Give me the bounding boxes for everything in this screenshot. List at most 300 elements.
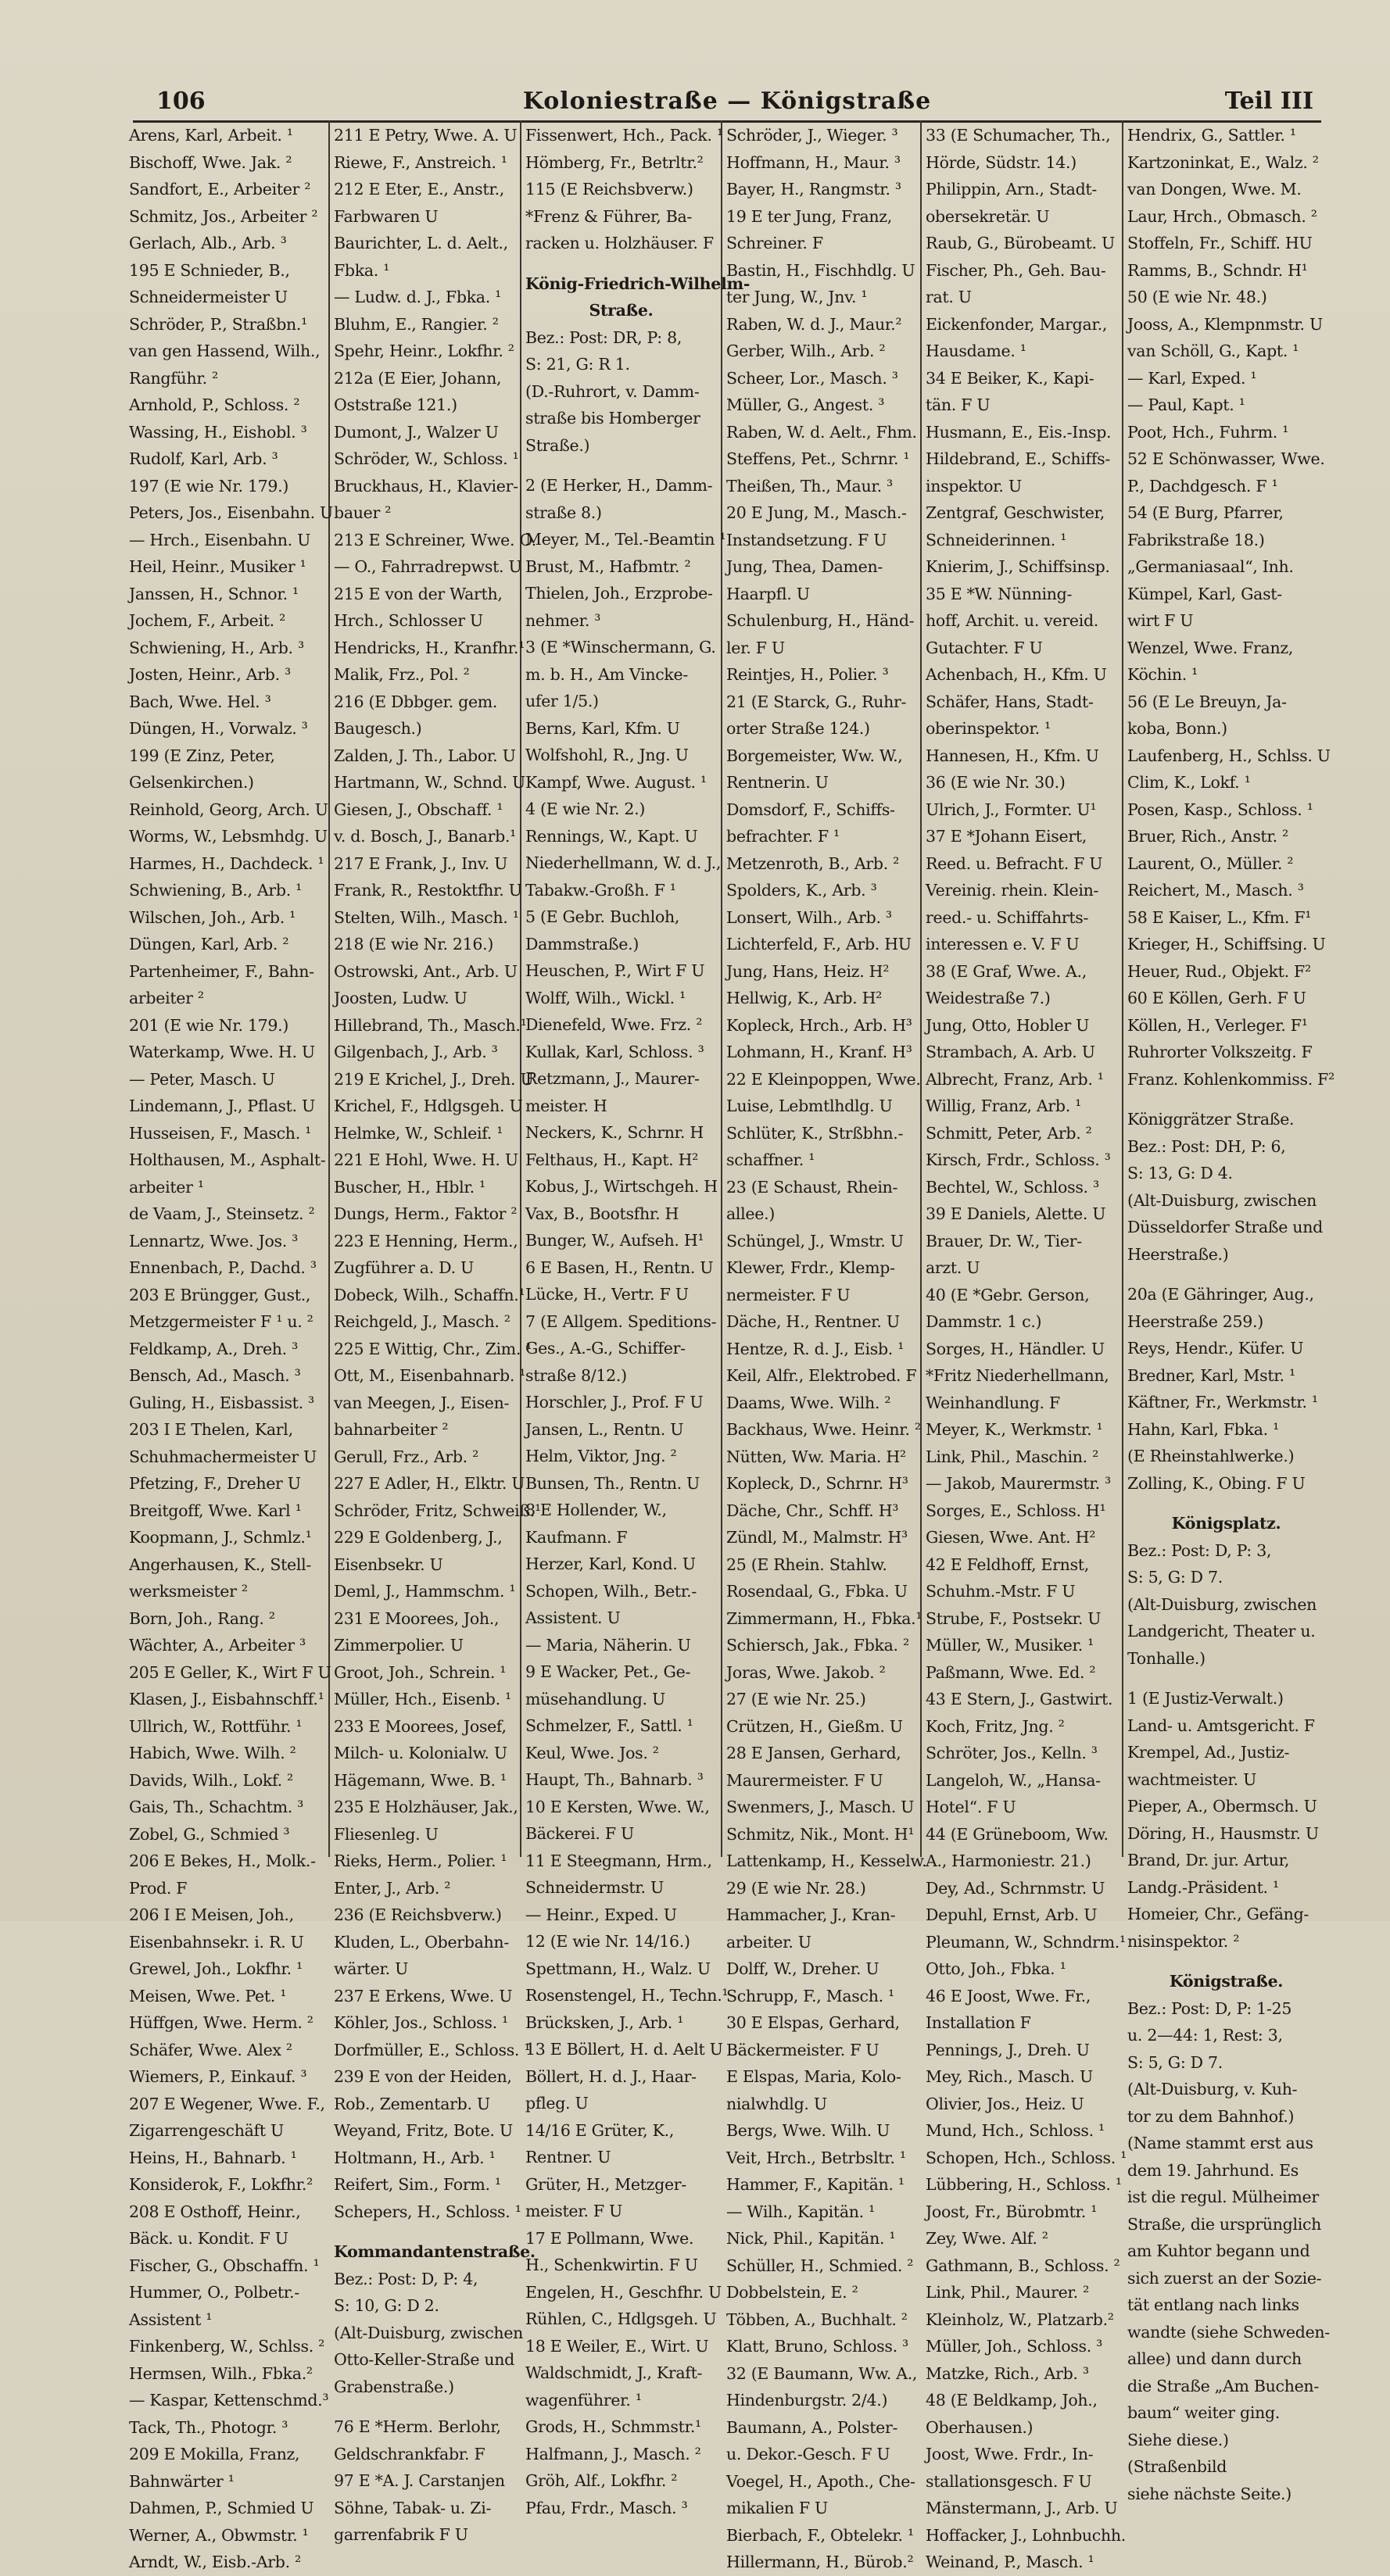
entry-line: Keul, Wwe. Jos. ² bbox=[525, 1743, 659, 1762]
entry-line: Angerhausen, K., Stell- bbox=[129, 1555, 311, 1574]
entry-line: Lindemann, J., Pflast. U bbox=[129, 1097, 315, 1115]
entry-line: Schmitz, Nik., Mont. H¹ bbox=[726, 1824, 915, 1844]
entry-line: Schulenburg, H., Händ- bbox=[726, 611, 915, 630]
entry-line: Sorges, H., Händler. U bbox=[926, 1339, 1105, 1358]
entry-line: Schneiderinnen. ¹ bbox=[926, 530, 1067, 549]
entry-line: Zentgraf, Geschwister, bbox=[926, 503, 1105, 522]
entry-line: Bäck. u. Kondit. F U bbox=[129, 2229, 288, 2248]
entry-line: Wassing, H., Eishobl. ³ bbox=[129, 422, 307, 442]
entry-line: van Meegen, J., Eisen- bbox=[334, 1393, 510, 1412]
entry-line: Metzgermeister F ¹ u. ² bbox=[129, 1312, 313, 1331]
entry-line: — Karl, Exped. ¹ bbox=[1127, 368, 1257, 388]
entry-line: obersekretär. U bbox=[926, 206, 1050, 226]
entry-line: Olivier, Jos., Heiz. U bbox=[926, 2094, 1084, 2113]
entry-line: Brust, M., Hafbmtr. ² bbox=[525, 556, 691, 576]
entry-line: Müller, W., Musiker. ¹ bbox=[926, 1636, 1094, 1655]
entry-line: Berns, Karl, Kfm. U bbox=[525, 718, 680, 738]
entry-line: Bez.: Post: DH, P: 6, bbox=[1127, 1136, 1286, 1156]
entry-line: Groot, Joh., Schrein. ¹ bbox=[334, 1662, 507, 1682]
entry-line: Schröder, J., Wieger. ³ bbox=[726, 126, 898, 145]
entry-line: Bahnwärter ¹ bbox=[129, 2471, 235, 2491]
entry-line: Hahn, Karl, Fbka. ¹ bbox=[1127, 1419, 1280, 1439]
entry-line: Kartzoninkat, E., Walz. ² bbox=[1127, 152, 1319, 172]
entry-line: 23 (E Schaust, Rhein- bbox=[726, 1177, 898, 1197]
entry-line: Bunsen, Th., Rentn. U bbox=[525, 1473, 700, 1493]
entry-line: König-Friedrich-Wilhelm- bbox=[525, 274, 751, 293]
entry-line bbox=[1127, 1672, 1325, 1685]
entry-line: Installation F bbox=[926, 2013, 1031, 2032]
entry-line: 9 E Wacker, Pet., Ge- bbox=[525, 1662, 691, 1681]
entry-line: 231 E Moorees, Joh., bbox=[334, 1608, 500, 1628]
entry-line: Ruhrorter Volkszeitg. F bbox=[1127, 1043, 1313, 1061]
entry-line: Jochem, F., Arbeit. ² bbox=[129, 611, 286, 630]
entry-line: Buscher, H., Hblr. ¹ bbox=[334, 1177, 485, 1197]
entry-line: 52 E Schönwasser, Wwe. bbox=[1127, 449, 1325, 468]
entry-line: Holthausen, M., Asphalt- bbox=[129, 1150, 326, 1169]
entry-line: Kleinholz, W., Platzarb.² bbox=[926, 2309, 1114, 2329]
entry-line: Landgericht, Theater u. bbox=[1127, 1622, 1316, 1640]
entry-line: Domsdorf, F., Schiffs- bbox=[726, 800, 895, 819]
entry-line: bauer ² bbox=[334, 503, 392, 522]
entry-line: Milch- u. Kolonialw. U bbox=[334, 1744, 507, 1762]
entry-line: — Jakob, Maurermstr. ³ bbox=[926, 1474, 1111, 1493]
entry-line: 27 (E wie Nr. 25.) bbox=[726, 1690, 866, 1708]
entry-line: Rangführ. ² bbox=[129, 368, 218, 388]
entry-line: Raben, W. d. J., Maur.² bbox=[726, 314, 902, 334]
entry-line: Wächter, A., Arbeiter ³ bbox=[129, 1636, 306, 1655]
entry-line: Straße. bbox=[589, 301, 654, 320]
entry-line: Wiemers, P., Einkauf. ³ bbox=[129, 2067, 307, 2086]
entry-line: Spettmann, H., Walz. U bbox=[525, 1959, 711, 1978]
entry-line: Pfetzing, F., Dreher U bbox=[129, 1474, 301, 1493]
entry-line: Meyer, K., Werkmstr. ¹ bbox=[926, 1420, 1103, 1439]
entry-line: (Alt-Duisburg, zwischen bbox=[334, 2323, 524, 2342]
entry-line: Ullrich, W., Rottführ. ¹ bbox=[129, 1716, 303, 1736]
entry-line: 22 E Kleinpoppen, Wwe. bbox=[726, 1069, 921, 1089]
entry-line: Halfmann, J., Masch. ² bbox=[525, 2444, 701, 2463]
entry-line: Zolling, K., Obing. F U bbox=[1127, 1473, 1306, 1493]
entry-line: Kommandantenstraße. bbox=[334, 2242, 536, 2261]
entry-line: Albrecht, Franz, Arb. ¹ bbox=[926, 1069, 1104, 1089]
entry-line: Land- u. Amtsgericht. F bbox=[1127, 1716, 1315, 1735]
entry-line: Baugesch.) bbox=[334, 719, 422, 738]
entry-line: 207 E Wegener, Wwe. F., bbox=[129, 2094, 325, 2113]
entry-line: müsehandlung. U bbox=[525, 1689, 665, 1708]
entry-line: Bäckermeister. F U bbox=[726, 2040, 879, 2059]
entry-line: Kümpel, Karl, Gast- bbox=[1127, 584, 1282, 603]
entry-line: ter Jung, W., Jnv. ¹ bbox=[726, 288, 868, 306]
entry-line: Oststraße 121.) bbox=[334, 395, 457, 414]
entry-line: 33 (E Schumacher, Th., bbox=[926, 126, 1111, 145]
entry-line: *Fritz Niederhellmann, bbox=[926, 1366, 1109, 1385]
entry-line: Hüffgen, Wwe. Herm. ² bbox=[129, 2013, 313, 2032]
entry-line: Farbwaren U bbox=[334, 206, 439, 226]
entry-line: Fliesenleg. U bbox=[334, 1824, 439, 1844]
entry-line: Spehr, Heinr., Lokfhr. ² bbox=[334, 342, 514, 360]
entry-line: Hannesen, H., Kfm. U bbox=[926, 746, 1099, 765]
entry-line bbox=[525, 257, 717, 270]
entry-line: ist die regul. Mülheimer bbox=[1127, 2188, 1319, 2206]
entry-line: Ges., A.-G., Schiffer- bbox=[525, 1339, 686, 1358]
entry-line: Hömberg, Fr., Betrltr.² bbox=[525, 152, 704, 172]
entry-line: racken u. Holzhäuser. F bbox=[525, 234, 714, 252]
entry-line: Fbka. ¹ bbox=[334, 260, 390, 280]
entry-line: 225 E Wittig, Chr., Zim. ¹ bbox=[334, 1339, 532, 1358]
entry-line: — Peter, Masch. U bbox=[129, 1069, 275, 1089]
entry-line: Rennings, W., Kapt. U bbox=[525, 826, 698, 846]
entry-line: Theißen, Th., Maur. ³ bbox=[726, 476, 893, 496]
entry-line: Rentnerin. U bbox=[726, 773, 829, 792]
entry-line: Weidestraße 7.) bbox=[926, 989, 1051, 1007]
entry-line: Schmelzer, F., Sattl. ¹ bbox=[525, 1716, 693, 1735]
entry-line: ufer 1/5.) bbox=[525, 692, 599, 710]
entry-line: Weyand, Fritz, Bote. U bbox=[334, 2121, 513, 2140]
entry-line: Kopleck, Hrch., Arb. H³ bbox=[726, 1015, 912, 1035]
entry-line: 227 E Adler, H., Elktr. U bbox=[334, 1474, 525, 1493]
entry-line: 48 (E Beldkamp, Joh., bbox=[926, 2391, 1098, 2410]
entry-line: Hentze, R. d. J., Eisb. ¹ bbox=[726, 1339, 905, 1358]
entry-line: Schröder, P., Straßbn.¹ bbox=[129, 314, 308, 334]
entry-line: Pleumann, W., Schndrm.¹ bbox=[926, 1932, 1126, 1952]
entry-line: Hillebrand, Th., Masch.¹ bbox=[334, 1015, 527, 1035]
entry-line: van Dongen, Wwe. M. bbox=[1127, 180, 1302, 199]
entry-line: Eisenbsekr. U bbox=[334, 1555, 443, 1574]
entry-line: 4 (E wie Nr. 2.) bbox=[525, 800, 646, 818]
entry-line: Niederhellmann, W. d. J., bbox=[525, 853, 722, 872]
entry-line: Baumann, A., Polster- bbox=[726, 2417, 898, 2437]
entry-line: Schmitz, Jos., Arbeiter ² bbox=[129, 206, 318, 226]
entry-line: Däche, Chr., Schff. H³ bbox=[726, 1501, 899, 1520]
entry-line: Pieper, A., Obermsch. U bbox=[1127, 1797, 1317, 1816]
entry-line: — Ludw. d. J., Fbka. ¹ bbox=[334, 288, 502, 306]
column-1 bbox=[125, 120, 333, 2571]
entry-line: Siehe diese.) bbox=[1127, 2430, 1229, 2449]
entry-line: Oberhausen.) bbox=[926, 2417, 1034, 2437]
entry-line: 54 (E Burg, Pfarrer, bbox=[1127, 503, 1284, 522]
entry-line: Otto-Keller-Straße und bbox=[334, 2350, 514, 2369]
entry-line: Giesen, Wwe. Ant. H² bbox=[926, 1528, 1096, 1547]
entry-line: Reinhold, Georg, Arch. U bbox=[129, 800, 328, 819]
entry-line: Reichert, M., Masch. ³ bbox=[1127, 881, 1304, 900]
entry-line: Baurichter, L. d. Aelt., bbox=[334, 234, 508, 252]
entry-line: E Elspas, Maria, Kolo- bbox=[726, 2067, 901, 2086]
entry-line: H., Schenkwirtin. F U bbox=[525, 2256, 698, 2274]
entry-line: Voegel, H., Apoth., Che- bbox=[726, 2471, 915, 2491]
entry-line: arbeiter ² bbox=[129, 989, 204, 1007]
entry-line: Dobbelstein, E. ² bbox=[726, 2283, 858, 2302]
entry-line: Dungs, Herm., Faktor ² bbox=[334, 1204, 518, 1223]
entry-line: Gutachter. F U bbox=[926, 638, 1043, 657]
entry-line: — O., Fahrradrepwst. U bbox=[334, 557, 522, 576]
entry-line: 35 E *W. Nünning- bbox=[926, 584, 1073, 603]
entry-line: arbeiter ¹ bbox=[129, 1177, 204, 1197]
entry-line: Borgemeister, Ww. W., bbox=[726, 746, 903, 765]
entry-line: Lichterfeld, F., Arb. HU bbox=[726, 935, 912, 953]
entry-line: Bruer, Rich., Anstr. ² bbox=[1127, 827, 1288, 846]
entry-line: Knierim, J., Schiffsinsp. bbox=[926, 557, 1110, 576]
entry-line: Crützen, H., Gießm. U bbox=[726, 1716, 903, 1736]
entry-line: Werner, A., Obwmstr. ¹ bbox=[129, 2525, 309, 2545]
entry-line: Metzenroth, B., Arb. ² bbox=[726, 853, 900, 873]
entry-line: Riewe, F., Anstreich. ¹ bbox=[334, 152, 507, 172]
entry-line: Klatt, Bruno, Schloss. ³ bbox=[726, 2337, 908, 2356]
entry-line: stallationsgesch. F U bbox=[926, 2471, 1092, 2491]
entry-line: Arens, Karl, Arbeit. ¹ bbox=[129, 126, 293, 145]
entry-line: Thielen, Joh., Erzprobe- bbox=[525, 584, 713, 603]
entry-line: 40 (E *Gebr. Gerson, bbox=[926, 1285, 1090, 1304]
entry-line: Hendricks, H., Kranfhr.¹ bbox=[334, 638, 525, 657]
entry-line: Hägemann, Wwe. B. ¹ bbox=[334, 1770, 507, 1790]
entry-line: Arndt, W., Eisb.-Arb. ² bbox=[129, 2553, 301, 2571]
entry-line: Rob., Zementarb. U bbox=[334, 2094, 490, 2113]
entry-line: wachtmeister. U bbox=[1127, 1769, 1257, 1789]
entry-line: straße 8/12.) bbox=[525, 1365, 627, 1385]
entry-line: Strambach, A. Arb. U bbox=[926, 1043, 1095, 1061]
entry-line: Langeloh, W., „Hansa- bbox=[926, 1770, 1101, 1790]
entry-line: Holtmann, H., Arb. ¹ bbox=[334, 2148, 496, 2167]
entry-line: Bez.: Post: D, P: 4, bbox=[334, 2269, 478, 2288]
entry-line: 236 (E Reichsbverw.) bbox=[334, 1905, 502, 1924]
entry-line: 239 E von der Heiden, bbox=[334, 2067, 512, 2086]
entry-line: Kobus, J., Wirtschgeh. H bbox=[525, 1177, 718, 1196]
entry-line: Däche, H., Rentner. U bbox=[726, 1312, 900, 1331]
entry-line: Prod. F bbox=[129, 1878, 188, 1898]
entry-line: 42 E Feldhoff, Ernst, bbox=[926, 1555, 1089, 1574]
entry-line: Bez.: Post: DR, P: 8, bbox=[525, 327, 682, 347]
entry-line: Ennenbach, P., Dachd. ³ bbox=[129, 1258, 317, 1277]
entry-line: wärter. U bbox=[334, 1959, 409, 1978]
entry-line: — Hrch., Eisenbahn. U bbox=[129, 530, 311, 549]
entry-line: Bunger, W., Aufseh. H¹ bbox=[525, 1231, 704, 1250]
entry-line: Pennings, J., Dreh. U bbox=[926, 2040, 1090, 2059]
entry-line: Posen, Kasp., Schloss. ¹ bbox=[1127, 800, 1313, 819]
entry-line: Jung, Thea, Damen- bbox=[726, 557, 883, 576]
entry-line: Rosendaal, G., Fbka. U bbox=[726, 1582, 908, 1601]
entry-line: Mey, Rich., Masch. U bbox=[926, 2067, 1093, 2086]
entry-line: 206 I E Meisen, Joh., bbox=[129, 1905, 294, 1924]
entry-line: Schneidermstr. U bbox=[525, 1878, 664, 1897]
entry-line: 39 E Daniels, Alette. U bbox=[926, 1204, 1106, 1223]
entry-line: Dorfmüller, E., Schloss. ¹ bbox=[334, 2040, 531, 2059]
entry-line: Schäfer, Hans, Stadt- bbox=[926, 692, 1094, 711]
entry-line: Tack, Th., Photogr. ³ bbox=[129, 2417, 288, 2437]
entry-line: Köllen, H., Verleger. F¹ bbox=[1127, 1015, 1308, 1035]
entry-line bbox=[1127, 1093, 1325, 1106]
entry-line: Backhaus, Wwe. Heinr. ² bbox=[726, 1420, 921, 1439]
entry-line: Gais, Th., Schachtm. ³ bbox=[129, 1798, 304, 1816]
entry-line: Eisenbahnsekr. i. R. U bbox=[129, 1932, 304, 1952]
entry-line: Meisen, Wwe. Pet. ¹ bbox=[129, 1986, 287, 2005]
entry-line: arbeiter. U bbox=[726, 1932, 811, 1952]
entry-line: Schuhmachermeister U bbox=[129, 1447, 317, 1466]
entry-line: Pfau, Frdr., Masch. ³ bbox=[525, 2498, 688, 2517]
entry-line: Reichgeld, J., Masch. ² bbox=[334, 1312, 511, 1331]
entry-line: Rühlen, C., Hdlgsgeh. U bbox=[525, 2309, 717, 2328]
entry-line: Harmes, H., Dachdeck. ¹ bbox=[129, 853, 324, 873]
entry-line: Joost, Wwe. Frdr., In- bbox=[926, 2445, 1094, 2463]
entry-line: Koopmann, J., Schmlz.¹ bbox=[129, 1528, 312, 1547]
entry-line: Janssen, H., Schnor. ¹ bbox=[129, 584, 299, 603]
entry-line: 2 (E Herker, H., Damm- bbox=[525, 476, 713, 495]
entry-line: Müller, Joh., Schloss. ³ bbox=[926, 2337, 1103, 2356]
entry-line: 237 E Erkens, Wwe. U bbox=[334, 1986, 513, 2005]
entry-line: Feldkamp, A., Dreh. ³ bbox=[129, 1339, 299, 1358]
entry-line: Herzer, Karl, Kond. U bbox=[525, 1555, 696, 1573]
entry-line: Schneidermeister U bbox=[129, 288, 288, 306]
entry-line: 205 E Geller, K., Wirt F U bbox=[129, 1662, 331, 1682]
entry-line: Dolff, W., Dreher. U bbox=[726, 1959, 879, 1978]
entry-line: — Paul, Kapt. ¹ bbox=[1127, 395, 1245, 414]
entry-line: van gen Hassend, Wilh., bbox=[129, 342, 321, 360]
entry-line: Müller, Hch., Eisenb. ¹ bbox=[334, 1690, 511, 1708]
entry-line: Kaufmann. F bbox=[525, 1527, 628, 1547]
entry-line: Laufenberg, H., Schlss. U bbox=[1127, 746, 1331, 765]
entry-line: Lohmann, H., Kranf. H³ bbox=[726, 1043, 912, 1061]
entry-line: Zugführer a. D. U bbox=[334, 1258, 474, 1277]
entry-line: Link, Phil., Maschin. ² bbox=[926, 1447, 1099, 1466]
entry-line: Gilgenbach, J., Arb. ³ bbox=[334, 1043, 498, 1061]
entry-line: Joosten, Ludw. U bbox=[334, 989, 468, 1007]
entry-line: 44 (E Grüneboom, Ww. bbox=[926, 1824, 1109, 1844]
entry-line: Spolders, K., Arb. ³ bbox=[726, 881, 877, 900]
entry-line: koba, Bonn.) bbox=[1127, 719, 1227, 738]
entry-line: Schlüter, K., Strßbhn.- bbox=[726, 1123, 904, 1143]
entry-line: Schüngel, J., Wmstr. U bbox=[726, 1231, 904, 1250]
entry-line: Lennartz, Wwe. Jos. ³ bbox=[129, 1231, 299, 1250]
entry-line: arzt. U bbox=[926, 1258, 980, 1277]
entry-line: Depuhl, Ernst, Arb. U bbox=[926, 1905, 1098, 1924]
entry-line: Hammer, F., Kapitän. ¹ bbox=[726, 2175, 905, 2194]
entry-line: Ostrowski, Ant., Arb. U bbox=[334, 961, 518, 981]
entry-line: straße 8.) bbox=[525, 503, 602, 522]
entry-line: Helmke, W., Schleif. ¹ bbox=[334, 1123, 503, 1143]
entry-line: Waterkamp, Wwe. H. U bbox=[129, 1043, 315, 1061]
entry-line: Schröder, Fritz, Schweiß.¹ bbox=[334, 1501, 541, 1520]
entry-line: Luise, Lebmtlhdlg. U bbox=[726, 1097, 893, 1115]
entry-line: Fissenwert, Hch., Pack. ¹ bbox=[525, 126, 723, 145]
entry-line: Lonsert, Wilh., Arb. ³ bbox=[726, 907, 892, 927]
entry-line: 17 E Pollmann, Wwe. bbox=[525, 2228, 694, 2248]
entry-line: 34 E Beiker, K., Kapi- bbox=[926, 368, 1094, 388]
entry-line: Strube, F., Postsekr. U bbox=[926, 1608, 1102, 1628]
entry-line: Link, Phil., Maurer. ² bbox=[926, 2283, 1090, 2302]
entry-line: 46 E Joost, Wwe. Fr., bbox=[926, 1986, 1091, 2005]
entry-line: Ramms, B., Schndr. H¹ bbox=[1127, 260, 1308, 280]
entry-line: 3 (E *Winschermann, G. bbox=[525, 638, 716, 657]
entry-line: Kluden, L., Oberbahn- bbox=[334, 1932, 509, 1952]
entry-line: Hotel“. F U bbox=[926, 1798, 1016, 1816]
entry-line: Straße.) bbox=[525, 435, 590, 455]
entry-line: Köchin. ¹ bbox=[1127, 665, 1198, 684]
entry-line: 209 E Mokilla, Franz, bbox=[129, 2445, 300, 2463]
entry-line: Willig, Franz, Arb. ¹ bbox=[926, 1097, 1082, 1115]
entry-line: Käftner, Fr., Werkmstr. ¹ bbox=[1127, 1393, 1318, 1411]
entry-line: Schäfer, Wwe. Alex ² bbox=[129, 2040, 292, 2059]
entry-line: Hendrix, G., Sattler. ¹ bbox=[1127, 126, 1296, 145]
column-6 bbox=[1123, 120, 1334, 2503]
entry-line: 13 E Böllert, H. d. Aelt U bbox=[525, 2040, 723, 2059]
entry-line: meister. F U bbox=[525, 2202, 623, 2220]
entry-line: Gröh, Alf., Lokfhr. ² bbox=[525, 2471, 678, 2490]
entry-line: Zündl, M., Malmstr. H³ bbox=[726, 1528, 908, 1547]
entry-line: Kirsch, Frdr., Schloss. ³ bbox=[926, 1150, 1111, 1169]
entry-line: 60 E Köllen, Gerh. F U bbox=[1127, 989, 1306, 1007]
entry-line: Straße, die ursprünglich bbox=[1127, 2214, 1322, 2234]
entry-line: 229 E Goldenberg, J., bbox=[334, 1528, 503, 1547]
entry-line: Haarpfl. U bbox=[726, 584, 810, 603]
entry-line: Gerber, Wilh., Arb. ² bbox=[726, 342, 886, 360]
entry-line: Weinhandlung. F bbox=[926, 1393, 1060, 1412]
entry-line: Klasen, J., Eisbahnschff.¹ bbox=[129, 1690, 324, 1708]
entry-line: Helm, Viktor, Jng. ² bbox=[525, 1447, 677, 1465]
entry-line: Worms, W., Lebsmhdg. U bbox=[129, 827, 328, 846]
entry-line: Clim, K., Lokf. ¹ bbox=[1127, 773, 1251, 792]
entry-line: Hausdame. ¹ bbox=[926, 342, 1026, 360]
entry-line: 6 E Basen, H., Rentn. U bbox=[525, 1258, 714, 1277]
entry-line: Bez.: Post: D, P: 1-25 bbox=[1127, 1998, 1292, 2018]
entry-line: 195 E Schnieder, B., bbox=[129, 260, 290, 280]
entry-line: Hartmann, W., Schnd. U bbox=[334, 773, 526, 792]
entry-line: Zimmermann, H., Fbka.¹ bbox=[726, 1608, 922, 1628]
entry-line: 212a (E Eier, Johann, bbox=[334, 368, 502, 388]
columns-container bbox=[125, 120, 1334, 2571]
entry-line: 12 (E wie Nr. 14/16.) bbox=[525, 1932, 690, 1951]
entry-line: Rudolf, Karl, Arb. ³ bbox=[129, 449, 278, 468]
entry-line: allee.) bbox=[726, 1204, 776, 1223]
entry-line: allee) und dann durch bbox=[1127, 2349, 1302, 2368]
entry-line: Wolff, Wilh., Wickl. ¹ bbox=[525, 988, 686, 1007]
entry-line: Jung, Hans, Heiz. H² bbox=[726, 961, 890, 981]
entry-line: Krempel, Ad., Justiz- bbox=[1127, 1743, 1290, 1762]
entry-line: 32 (E Baumann, Ww. A., bbox=[726, 2363, 918, 2383]
entry-line: Dahmen, P., Schmied U bbox=[129, 2499, 314, 2517]
entry-line: orter Straße 124.) bbox=[726, 719, 870, 738]
entry-line: Sandfort, E., Arbeiter ² bbox=[129, 180, 311, 199]
entry-line: Frank, R., Restoktfhr. U bbox=[334, 881, 522, 900]
entry-line bbox=[1127, 1497, 1325, 1510]
entry-line: schaffner. ¹ bbox=[726, 1150, 815, 1169]
entry-line: Dienefeld, Wwe. Frz. ² bbox=[525, 1015, 703, 1034]
entry-line: 213 E Schreiner, Wwe. O. bbox=[334, 530, 536, 549]
entry-line: 203 E Brüngger, Gust., bbox=[129, 1285, 311, 1304]
entry-line bbox=[334, 2400, 516, 2413]
entry-line: Bluhm, E., Rangier. ² bbox=[334, 314, 499, 334]
entry-line: nisinspektor. ² bbox=[1127, 1931, 1240, 1951]
entry-line: Königstraße. bbox=[1169, 1972, 1284, 1991]
entry-line: S: 5, G: D 7. bbox=[1127, 1568, 1223, 1587]
entry-line: Davids, Wilh., Lokf. ² bbox=[129, 1770, 293, 1790]
entry-line: S: 10, G: D 2. bbox=[334, 2296, 439, 2315]
entry-line: Königgrätzer Straße. bbox=[1127, 1110, 1295, 1129]
entry-line: Wolfshohl, R., Jng. U bbox=[525, 746, 689, 764]
entry-line: Franz. Kohlenkommiss. F² bbox=[1127, 1069, 1334, 1089]
entry-line: van Schöll, G., Kapt. ¹ bbox=[1127, 342, 1299, 360]
entry-line: u. Dekor.-Gesch. F U bbox=[726, 2445, 890, 2463]
entry-line: u. 2—44: 1, Rest: 3, bbox=[1127, 2026, 1283, 2045]
entry-line: Königsplatz. bbox=[1171, 1514, 1281, 1533]
entry-line: 218 (E wie Nr. 216.) bbox=[334, 935, 494, 953]
entry-line: Reys, Hendr., Küfer. U bbox=[1127, 1339, 1304, 1358]
entry-line: Grods, H., Schmmstr.¹ bbox=[525, 2417, 701, 2436]
entry-line: Meyer, M., Tel.-Beamtin ¹ bbox=[525, 530, 726, 549]
entry-line: Zimmerpolier. U bbox=[334, 1636, 464, 1655]
entry-line: 76 E *Herm. Berlohr, bbox=[334, 2417, 501, 2436]
entry-line: 36 (E wie Nr. 30.) bbox=[926, 773, 1066, 792]
entry-line: Rieks, Herm., Polier. ¹ bbox=[334, 1852, 507, 1870]
entry-line: Swenmers, J., Masch. U bbox=[726, 1798, 915, 1816]
entry-line: wandte (siehe Schweden- bbox=[1127, 2322, 1330, 2342]
entry-line: (Alt-Duisburg, zwischen bbox=[1127, 1594, 1317, 1614]
